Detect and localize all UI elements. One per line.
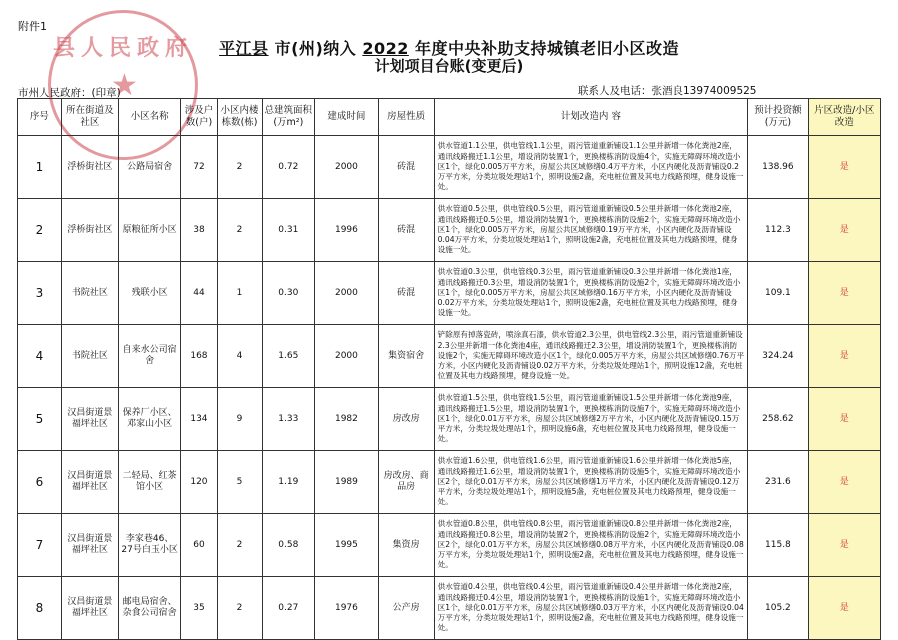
cell-year: 1989 bbox=[315, 451, 379, 514]
header-buildings: 小区内楼栋数(栋) bbox=[217, 99, 262, 136]
project-table bbox=[17, 98, 881, 640]
cell-street: 汉昌街道景福坪社区 bbox=[61, 451, 118, 514]
cell-investment: 112.3 bbox=[748, 199, 808, 262]
header-street: 所在街道及社区 bbox=[61, 99, 118, 136]
cell-nature: 房改房 bbox=[378, 388, 434, 451]
table-row bbox=[18, 325, 881, 388]
cell-buildings: 5 bbox=[217, 451, 262, 514]
cell-households: 120 bbox=[181, 451, 217, 514]
cell-name: 李家巷46、27号白玉小区 bbox=[118, 514, 181, 577]
header-type: 片区改造/小区改造 bbox=[808, 99, 880, 136]
cell-year: 2000 bbox=[315, 262, 379, 325]
cell-content: 供水管道1.1公里，供电管线1.1公里，雨污管道重新铺设1.1公里并新增一体化粪池2座，通讯线路搬迁1.1公里，增设消防装置1个，更换楼栋消防设施4个，实施无障碍环境改造小区1个，绿化0.005万平方米，房屋公共区域修缮0.4万平方米，小区内硬化及沥青铺设0.2万平方米，分类垃圾处理站1个，照明设施2盏，充电桩位置及其电力线路预埋，健身设施一处。 bbox=[434, 136, 748, 199]
cell-street: 浮桥街社区 bbox=[61, 199, 118, 262]
cell-year: 2000 bbox=[315, 325, 379, 388]
header-households: 涉及户数(户) bbox=[181, 99, 217, 136]
table-row bbox=[18, 388, 881, 451]
cell-index: 5 bbox=[18, 388, 62, 451]
table-row bbox=[18, 577, 881, 640]
cell-area: 0.27 bbox=[262, 577, 315, 640]
header-year: 建成时间 bbox=[315, 99, 379, 136]
cell-name: 自来水公司宿舍 bbox=[118, 325, 181, 388]
cell-name: 二轻局、红茶馆小区 bbox=[118, 451, 181, 514]
cell-content: 供水管道1.6公里，供电管线1.6公里，雨污管道重新铺设1.6公里并新增一体化粪池5座，通讯线路搬迁1.6公里，增设消防装置1个，更换楼栋消防设施5个，实施无障碍环境改造小区2个，绿化0.01万平方米，房屋公共区域修缮1万平方米，小区内硬化及沥青铺设0.12万平方米，分类垃圾处理站1个，照明设施5盏，充电桩位置及其电力线路预埋，健身设施一处。 bbox=[434, 451, 748, 514]
cell-type: 是 bbox=[808, 262, 880, 325]
cell-area: 1.33 bbox=[262, 388, 315, 451]
cell-type: 是 bbox=[808, 388, 880, 451]
title-rest: 年度中央补助支持城镇老旧小区改造 bbox=[408, 39, 679, 58]
cell-households: 168 bbox=[181, 325, 217, 388]
cell-type: 是 bbox=[808, 199, 880, 262]
table-row bbox=[18, 262, 881, 325]
cell-year: 2000 bbox=[315, 136, 379, 199]
cell-investment: 115.8 bbox=[748, 514, 808, 577]
cell-nature: 砖混 bbox=[378, 199, 434, 262]
cell-name: 邮电局宿舍、杂食公司宿舍 bbox=[118, 577, 181, 640]
cell-area: 1.19 bbox=[262, 451, 315, 514]
cell-households: 60 bbox=[181, 514, 217, 577]
cell-content: 铲除原有掉落瓷砖，喷涂真石漆，供水管道2.3公里，供电管线2.3公里，雨污管道重新铺设2.3公里并新增一体化粪池4座，通讯线路搬迁2.3公里，增设消防装置1个，更换楼栋消防设施2个，实施无障碍环境改造小区1个，绿化0.005万平方米，房屋公共区域修缮0.76万平方米，小区内硬化及沥青铺设0.02万平方米，分类垃圾处理站1个，照明设施12盏，充电桩位置及其电力线路预埋，健身设施一处。 bbox=[434, 325, 748, 388]
cell-area: 0.72 bbox=[262, 136, 315, 199]
cell-investment: 109.1 bbox=[748, 262, 808, 325]
cell-year: 1995 bbox=[315, 514, 379, 577]
official-seal: 县人民政府 ★ bbox=[48, 10, 198, 160]
cell-year: 1976 bbox=[315, 577, 379, 640]
cell-type: 是 bbox=[808, 514, 880, 577]
cell-buildings: 2 bbox=[217, 199, 262, 262]
header-index: 序号 bbox=[18, 99, 62, 136]
cell-buildings: 2 bbox=[217, 514, 262, 577]
cell-year: 1982 bbox=[315, 388, 379, 451]
table-row bbox=[18, 136, 881, 199]
cell-area: 0.31 bbox=[262, 199, 315, 262]
cell-investment: 231.6 bbox=[748, 451, 808, 514]
cell-street: 书院社区 bbox=[61, 262, 118, 325]
header-nature: 房屋性质 bbox=[378, 99, 434, 136]
cell-households: 72 bbox=[181, 136, 217, 199]
cell-buildings: 2 bbox=[217, 136, 262, 199]
table-header-row bbox=[18, 99, 881, 136]
cell-households: 35 bbox=[181, 577, 217, 640]
cell-households: 134 bbox=[181, 388, 217, 451]
header-content: 计划改造内 容 bbox=[434, 99, 748, 136]
cell-type: 是 bbox=[808, 451, 880, 514]
cell-index: 4 bbox=[18, 325, 62, 388]
contact-info: 联系人及电话：张酒良13974009525 bbox=[578, 85, 757, 97]
cell-year: 1996 bbox=[315, 199, 379, 262]
cell-index: 7 bbox=[18, 514, 62, 577]
title-county: 平江县 bbox=[219, 39, 269, 58]
header-area: 总建筑面积(万m²) bbox=[262, 99, 315, 136]
cell-street: 汉昌街道景福坪社区 bbox=[61, 577, 118, 640]
header-investment: 预计投资额(万元) bbox=[748, 99, 808, 136]
cell-name: 公路局宿舍 bbox=[118, 136, 181, 199]
cell-households: 38 bbox=[181, 199, 217, 262]
cell-nature: 公产房 bbox=[378, 577, 434, 640]
cell-buildings: 1 bbox=[217, 262, 262, 325]
cell-street: 汉昌街道景福坪社区 bbox=[61, 514, 118, 577]
cell-nature: 砖混 bbox=[378, 136, 434, 199]
cell-index: 6 bbox=[18, 451, 62, 514]
cell-type: 是 bbox=[808, 577, 880, 640]
title-year: 2022 bbox=[362, 39, 409, 58]
cell-buildings: 4 bbox=[217, 325, 262, 388]
cell-nature: 集资宿舍 bbox=[378, 325, 434, 388]
table-row bbox=[18, 514, 881, 577]
cell-index: 3 bbox=[18, 262, 62, 325]
cell-investment: 105.2 bbox=[748, 577, 808, 640]
cell-name: 残联小区 bbox=[118, 262, 181, 325]
table-row bbox=[18, 451, 881, 514]
cell-index: 1 bbox=[18, 136, 62, 199]
cell-area: 1.65 bbox=[262, 325, 315, 388]
cell-type: 是 bbox=[808, 136, 880, 199]
cell-name: 保养厂小区、邓家山小区 bbox=[118, 388, 181, 451]
cell-households: 44 bbox=[181, 262, 217, 325]
cell-name: 原粮征所小区 bbox=[118, 199, 181, 262]
cell-area: 0.58 bbox=[262, 514, 315, 577]
cell-nature: 集资房 bbox=[378, 514, 434, 577]
cell-content: 供水管道0.8公里，供电管线0.8公里，雨污管道重新铺设0.8公里并新增一体化粪池2座，通讯线路搬迁0.8公里，增设消防装置2个，更换楼栋消防设施2个，实施无障碍环境改造小区2个，绿化0.01万平方米，房屋公共区域修缮0.08万平方米，小区内硬化及沥青铺设0.08万平方米，分类垃圾处理站1个，照明设施2盏，充电桩位置及其电力线路预埋，健身设施一处。 bbox=[434, 514, 748, 577]
cell-buildings: 2 bbox=[217, 577, 262, 640]
cell-investment: 258.62 bbox=[748, 388, 808, 451]
header-name: 小区名称 bbox=[118, 99, 181, 136]
cell-content: 供水管道0.4公里，供电管线0.4公里，雨污管道重新铺设0.4公里并新增一体化粪池2座，通讯线路搬迁0.4公里，增设消防装置1个，更换楼栋消防设施1个，实施无障碍环境改造小区1个，绿化0.01万平方米，房屋公共区域修缮0.03万平方米，小区内硬化及沥青铺设0.04万平方米，分类垃圾处理站1个，照明设施2盏，充电桩位置及其电力线路预埋，健身设施一处。 bbox=[434, 577, 748, 640]
cell-nature: 房改房、商品房 bbox=[378, 451, 434, 514]
document-subtitle: 计划项目台账(变更后) bbox=[374, 57, 524, 75]
attachment-label: 附件1 bbox=[18, 20, 47, 33]
cell-content: 供水管道0.5公里，供电管线0.5公里，雨污管道重新铺设0.5公里并新增一体化粪池2座，通讯线路搬迁0.5公里，增设消防装置1个，更换楼栋消防设施2个，实施无障碍环境改造小区1个，绿化0.005万平方米，房屋公共区域修缮0.19万平方米，小区内硬化及沥青铺设0.04万平方米，分类垃圾处理站1个，照明设施2盏，充电桩位置及其电力线路预埋，健身设施一处。 bbox=[434, 199, 748, 262]
cell-street: 汉昌街道景福坪社区 bbox=[61, 388, 118, 451]
title-mid: 市(州)纳入 bbox=[268, 39, 363, 58]
cell-investment: 324.24 bbox=[748, 325, 808, 388]
cell-investment: 138.96 bbox=[748, 136, 808, 199]
cell-street: 书院社区 bbox=[61, 325, 118, 388]
cell-type: 是 bbox=[808, 325, 880, 388]
cell-index: 8 bbox=[18, 577, 62, 640]
cell-area: 0.30 bbox=[262, 262, 315, 325]
cell-nature: 砖混 bbox=[378, 262, 434, 325]
table-row bbox=[18, 199, 881, 262]
cell-street: 浮桥街社区 bbox=[61, 136, 118, 199]
cell-index: 2 bbox=[18, 199, 62, 262]
cell-buildings: 9 bbox=[217, 388, 262, 451]
cell-content: 供水管道1.5公里，供电管线1.5公里，雨污管道重新铺设1.5公里并新增一体化粪池9座，通讯线路搬迁1.5公里，增设消防装置1个，更换楼栋消防设施7个，实施无障碍环境改造小区1个，绿化0.01万平方米，房屋公共区域修缮2万平方米，小区内硬化及沥青铺设0.15万平方米，分类垃圾处理站1个，照明设施6盏，充电桩位置及其电力线路预埋，健身设施一处。 bbox=[434, 388, 748, 451]
gov-seal-label: 市州人民政府：(印章) bbox=[18, 87, 121, 99]
cell-content: 供水管道0.3公里，供电管线0.3公里，雨污管道重新铺设0.3公里并新增一体化粪池1座，通讯线路搬迁0.3公里，增设消防装置1个，更换楼栋消防设施2个，实施无障碍环境改造小区1个，绿化0.005万平方米，房屋公共区域修缮0.16万平方米，小区内硬化及沥青铺设0.02万平方米，分类垃圾处理站1个，照明设施2盏，充电桩位置及其电力线路预埋，健身设施一处。 bbox=[434, 262, 748, 325]
